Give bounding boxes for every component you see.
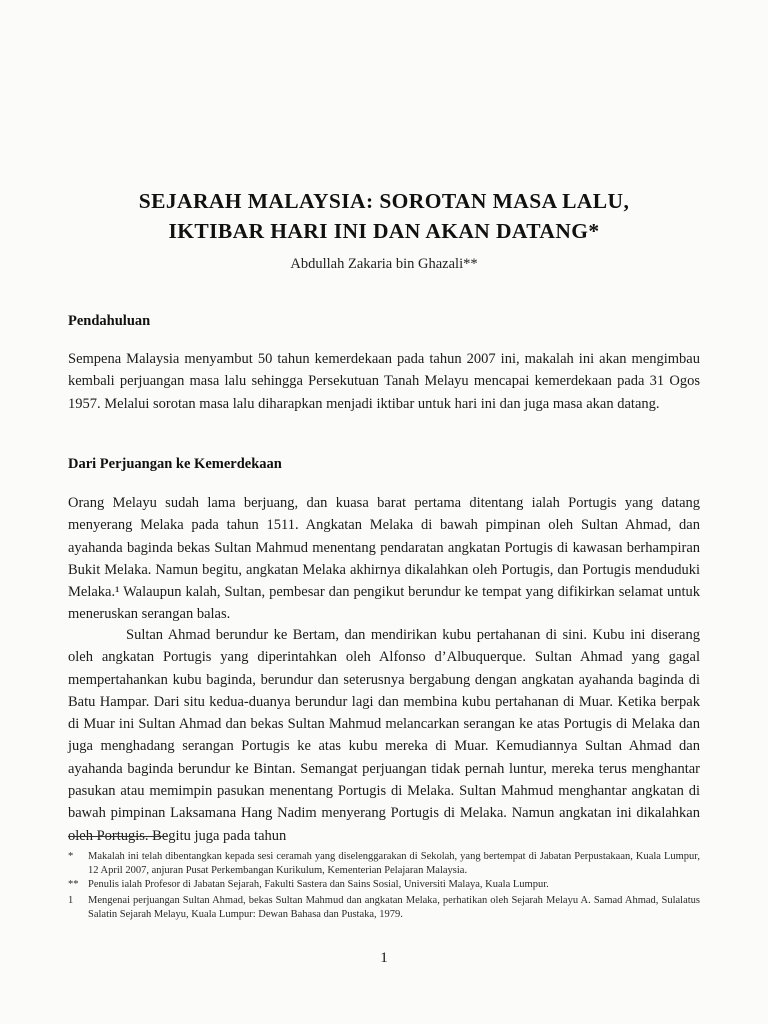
footnote-mark: 1 — [68, 895, 74, 906]
footnote-mark: * — [68, 851, 74, 862]
title-line-2: IKTIBAR HARI INI DAN AKAN DATANG* — [168, 219, 600, 243]
footnote-divider — [68, 836, 168, 837]
author-name: Abdullah Zakaria bin Ghazali** — [290, 256, 478, 272]
footnote-text: Mengenai perjuangan Sultan Ahmad, bekas Sultan Mahmud dan angkatan Melaka, perhatikan oleh Sejarah Melayu A. Samad Ahmad, Sulalatus Salatin Sejarah Melayu, Kuala Lumpur: Dewan Bahasa dan Pustaka, 1979. — [88, 895, 700, 920]
section-heading-intro: Pendahuluan — [68, 313, 151, 329]
footnote-text: Penulis ialah Profesor di Jabatan Sejarah, Fakulti Sastera dan Sains Sosial, Universiti Malaya, Kuala Lumpur. — [88, 879, 549, 890]
footnote-mark: ** — [68, 879, 79, 890]
footnote-text: Makalah ini telah dibentangkan kepada sesi ceramah yang diselenggarakan di Sekolah, yang bertempat di Jabatan Perpustakaan, Kuala Lumpur, 12 April 2007, anjuran Pusat Perkembangan Kurikulum, Kementerian Pelajaran Malaysia. — [88, 851, 700, 876]
title-line-1: SEJARAH MALAYSIA: SOROTAN MASA LALU, — [138, 189, 630, 213]
footnote-1 — [68, 850, 700, 877]
document-title — [0, 186, 768, 246]
section-heading-struggle: Dari Perjuangan ke Kemerdekaan — [68, 456, 282, 472]
footnote-2 — [68, 878, 700, 892]
body-paragraph-2: Sultan Ahmad berundur ke Bertam, dan mendirikan kubu pertahanan di sini. Kubu ini diserang oleh angkatan Portugis yang diperintahkan oleh Alfonso d’Albuquerque. Sultan Ahmad yang gagal mempertahankan kubu baginda, berundur dan seterusnya bergabung dengan angkatan ayahanda baginda di Batu Hampar. Dari situ kedua-duanya berundur lagi dan membina kubu pertahanan di Muar. Ketika berpak di Muar ini Sultan Ahmad dan bekas Sultan Mahmud melancarkan serangan ke atas Portugis di Melaka dan juga menghadang serangan Portugis ke atas kubu mereka di Muar. Kemudiannya Sultan Ahmad dan ayahanda baginda berundur ke Bintan. Semangat perjuangan tidak pernah luntur, mereka terus menghantar pasukan atau memimpin pasukan menentang Portugis di Melaka. Sultan Mahmud menghantar angkatan di bawah pimpinan Laksamana Hang Nadim menyerang Portugis di Melaka. Namun angkatan ini dikalahkan oleh Portugis. Begitu juga pada tahun — [68, 627, 700, 844]
intro-paragraph: Sempena Malaysia menyambut 50 tahun kemerdekaan pada tahun 2007 ini, makalah ini akan mengimbau kembali perjuangan masa lalu sehingga Persekutuan Tanah Melayu mencapai kemerdekaan pada 31 Ogos 1957. Melalui sorotan masa lalu diharapkan menjadi iktibar untuk hari ini dan juga masa akan datang. — [68, 351, 700, 412]
page-number: 1 — [380, 950, 388, 966]
footnote-3 — [68, 894, 700, 921]
body-paragraph-1: Orang Melayu sudah lama berjuang, dan kuasa barat pertama ditentang ialah Portugis yang datang menyerang Melaka pada tahun 1511. Angkatan Melaka di bawah pimpinan oleh Sultan Ahmad, dan ayahanda baginda bekas Sultan Mahmud menentang pendaratan angkatan Portugis di kawasan berhampiran Bukit Melaka. Namun begitu, angkatan Melaka akhirnya dikalahkan oleh Portugis, dan Portugis menduduki Melaka.¹ Walaupun kalah, Sultan, pembesar dan pengikut berundur ke tempat yang difikirkan selamat untuk meneruskan serangan balas. — [68, 495, 700, 623]
